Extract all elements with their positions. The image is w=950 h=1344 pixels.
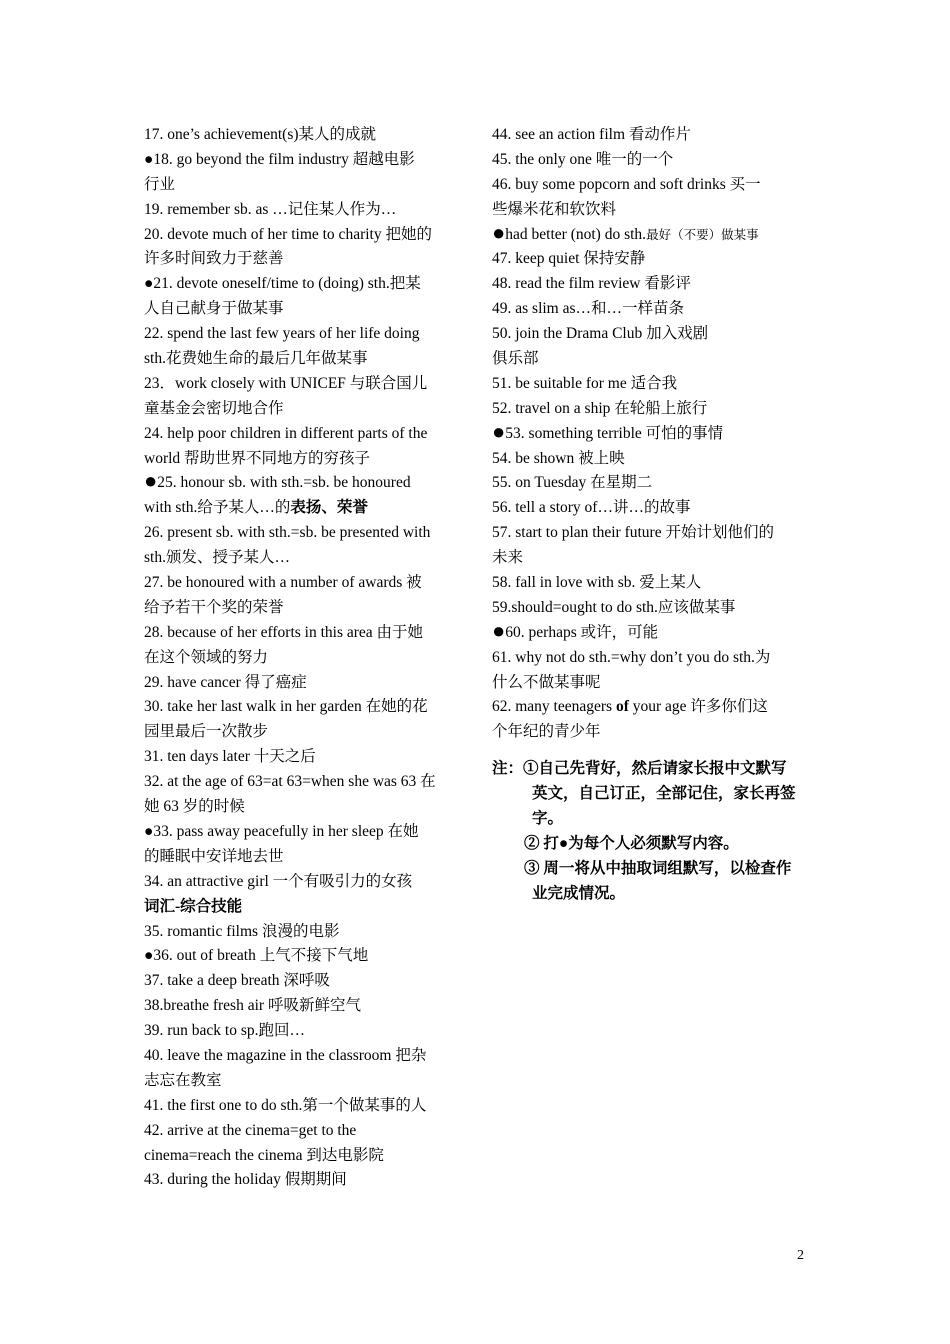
note-line: ③ 周一将从中抽取词组默写，以检查作 [524,859,792,877]
vocab-line: 56. tell a story of…讲…的故事 [492,499,691,517]
vocab-line: ●25. honour sb. with sth.=sb. be honoured [144,468,411,494]
vocab-line: 35. romantic films 浪漫的电影 [144,922,340,940]
teacher-note [492,757,810,906]
vocab-line: 31. ten days later 十天之后 [144,748,316,766]
section-heading: 词汇-综合技能 [144,897,243,915]
vocab-line: 的睡眠中安详地去世 [144,847,284,865]
vocab-line: 52. travel on a ship 在轮船上旅行 [492,399,708,417]
vocab-line: 43. during the holiday 假期期间 [144,1171,347,1189]
vocab-line: 许多时间致力于慈善 [144,250,284,268]
vocab-line: ●18. go beyond the film industry 超越电影 [144,150,415,168]
vocab-line: 59.should=ought to do sth.应该做某事 [492,598,736,616]
vocab-line: 她 63 岁的时候 [144,798,245,816]
page-number: 2 [797,1248,804,1263]
vocab-line: 40. leave the magazine in the classroom 把杂 [144,1046,427,1064]
vocab-line: 行业 [144,175,176,193]
note-line: 业完成情况。 [532,884,626,902]
vocab-line: ●21. devote oneself/time to (doing) sth.把某 [144,275,421,293]
vocab-line: 23．work closely with UNICEF 与联合国儿 [144,374,428,392]
vocab-line: 61. why not do sth.=why don’t you do sth.为 [492,648,771,666]
note-line: 英文，自己订正，全部记住，家长再签 [532,785,796,803]
note-line: 字。 [532,810,564,828]
vocab-line: 58. fall in love with sb. 爱上某人 [492,574,702,592]
vocab-line: 55. on Tuesday 在星期二 [492,474,653,492]
vocab-line: 19. remember sb. as …记住某人作为… [144,200,397,218]
vocab-line: with sth.给予某人…的表扬、荣誉 [144,499,368,517]
bullet-icon: ● [144,468,158,494]
vocab-line: 39. run back to sp.跑回… [144,1022,306,1040]
vocab-line: 42. arrive at the cinema=get to the [144,1121,357,1139]
vocab-line: sth.花费她生命的最后几年做某事 [144,350,368,368]
vocab-line: 47. keep quiet 保持安静 [492,250,646,268]
vocab-line: 46. buy some popcorn and soft drinks 买一 [492,175,761,193]
vocab-line: 童基金会密切地合作 [144,399,284,417]
note-line: ② 打●为每个人必须默写内容。 [524,834,739,852]
vocab-line: 49. as slim as…和…一样苗条 [492,300,685,318]
vocab-line: 17. one’s achievement(s)某人的成就 [144,126,377,143]
vocab-line: 37. take a deep breath 深呼吸 [144,972,330,990]
vocab-line: 些爆米花和软饮料 [492,200,617,218]
vocab-line: 34. an attractive girl 一个有吸引力的女孩 [144,872,413,890]
right-column [492,123,810,907]
bullet-icon: ● [492,617,506,643]
vocab-line: ●36. out of breath 上气不接下气地 [144,947,369,965]
vocab-line: sth.颁发、授予某人… [144,549,290,567]
bullet-icon: ● [492,418,506,444]
vocab-line: world 帮助世界不同地方的穷孩子 [144,449,371,467]
vocab-line: 44. see an action film 看动作片 [492,126,691,143]
vocab-line: 50. join the Drama Club 加入戏剧 [492,325,709,343]
bullet-icon: ● [144,822,154,840]
vocab-line: ●33. pass away peacefully in her sleep 在她 [144,822,419,840]
vocab-line: 51. be suitable for me 适合我 [492,374,678,392]
vocab-line: 20. devote much of her time to charity 把她的 [144,225,432,243]
vocab-line: 57. start to plan their future 开始计划他们的 [492,524,774,542]
vocab-line: 志忘在教室 [144,1071,222,1089]
vocab-line: 22. spend the last few years of her life doing [144,325,420,343]
vocab-line: 48. read the film review 看影评 [492,275,691,293]
vocab-line: 俱乐部 [492,350,539,368]
bullet-icon: ● [144,275,154,293]
vocab-line: 41. the first one to do sth.第一个做某事的人 [144,1096,427,1114]
vocab-line: 29. have cancer 得了癌症 [144,673,307,691]
vocab-line: cinema=reach the cinema 到达电影院 [144,1146,384,1164]
vocab-line: 什么不做某事呢 [492,673,601,691]
vocab-line: 24. help poor children in different parts of the [144,424,428,442]
vocab-line: ●53. something terrible 可怕的事情 [492,418,724,444]
vocab-line: 26. present sb. with sth.=sb. be presented with [144,524,431,542]
vocab-line: 28. because of her efforts in this area 由于她 [144,623,424,641]
vocab-line: 在这个领域的努力 [144,648,269,666]
bullet-icon: ● [144,947,154,965]
vocab-line: 园里最后一次散步 [144,723,269,741]
bullet-icon: ● [492,219,506,245]
vocab-line: 38.breathe fresh air 呼吸新鲜空气 [144,997,361,1015]
vocab-line: 30. take her last walk in her garden 在她的花 [144,698,428,716]
vocab-line: 27. be honoured with a number of awards 被 [144,574,422,592]
bullet-icon: ● [144,150,154,168]
vocab-line: 54. be shown 被上映 [492,449,625,467]
vocab-line: 个年纪的青少年 [492,723,601,741]
left-column [144,123,462,1193]
vocab-line: ●60. perhaps 或许，可能 [492,617,659,643]
vocab-line: 32. at the age of 63=at 63=when she was 63 在 [144,773,436,791]
vocab-line: 给予若干个奖的荣誉 [144,598,284,616]
vocab-line: ●had better (not) do sth.最好（不要）做某事 [492,219,759,245]
vocab-line: 未来 [492,549,524,567]
note-line: 注：①自己先背好，然后请家长报中文默写 [492,760,787,778]
vocab-line: 62. many teenagers of your age 许多你们这 [492,698,768,716]
vocab-line: 人自己献身于做某事 [144,300,284,318]
vocab-line: 45. the only one 唯一的一个 [492,150,674,168]
